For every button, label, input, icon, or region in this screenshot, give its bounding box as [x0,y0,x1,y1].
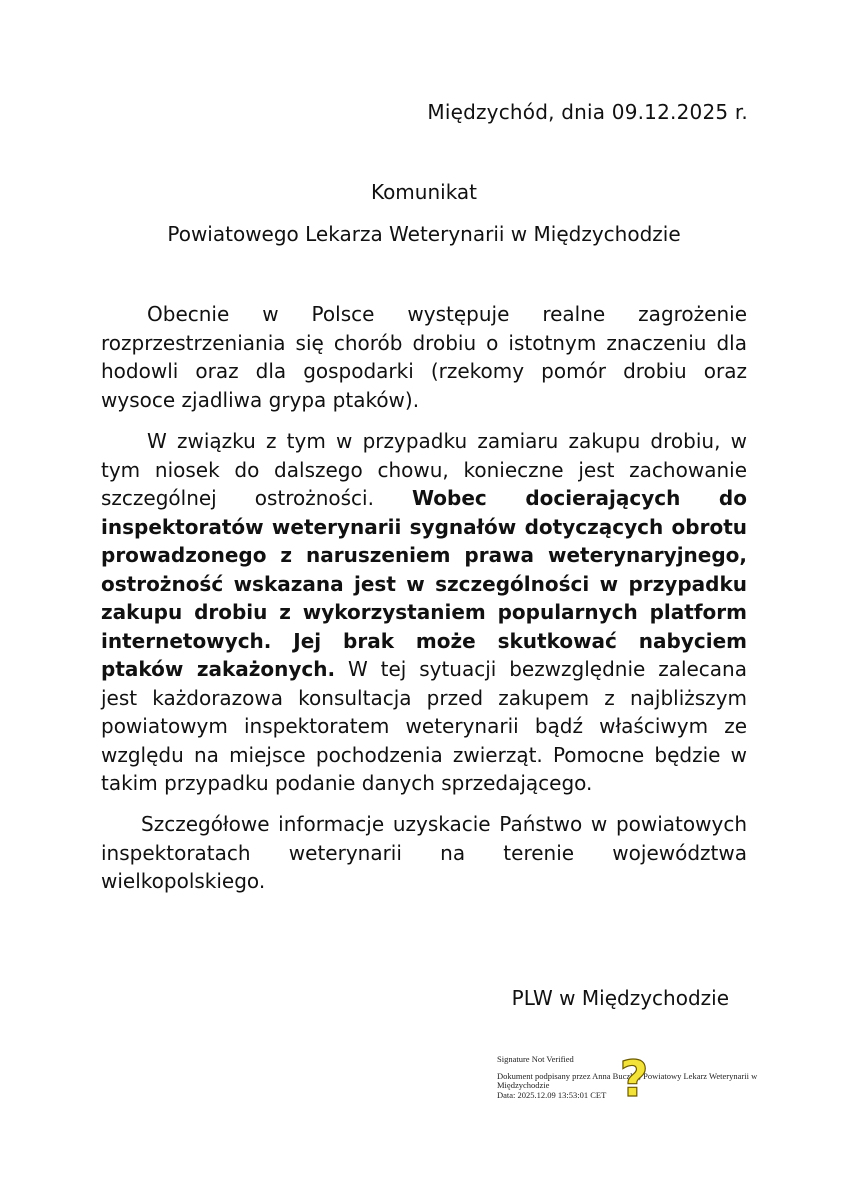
paragraph-1-text: Obecnie w Polsce występuje realne zagrożenie rozprzestrzeniania się chorób drobiu o istotnym znaczeniu dla hodowli oraz dla gospodarki (rzekomy pomór drobiu oraz wysoce zjadliwa grypa ptaków). [101,302,747,412]
signature-date: Data: 2025.12.09 13:53:01 CET [497,1089,607,1100]
svg-text:?: ? [619,1052,649,1102]
paragraph-2-bold-text: Wobec docierających do inspektoratów weterynarii sygnałów dotyczących obrotu prowadzonego z naruszeniem prawa weterynaryjnego, ostrożność wskazana jest w szczególności w przypadku zakupu drobiu z wykorzystaniem popularnych platform internetowych. Jej brak może skutkować nabyciem ptaków zakażonych. [101,486,747,681]
signer-name: PLW w Międzychodzie [511,986,729,1010]
signature-signed-by: Dokument podpisany przez Anna Buczko; Powiatowy Lekarz Weterynarii w Międzychodzie [497,1070,758,1090]
paragraph-3-text: Szczegółowe informacje uzyskacie Państwo w powiatowych inspektoratach weterynarii na terenie województwa wielkopolskiego. [101,812,747,893]
paragraph-2-text-b: W tej sytuacji bezwzględnie zalecana jest każdorazowa konsultacja przed zakupem z najbliższym powiatowym inspektoratem weterynarii bądź właściwym ze względu na miejsce pochodzenia zwierząt. Pomocne będzie w takim przypadku podanie danych sprzedającego. [101,657,747,795]
paragraph-3 [101,810,747,896]
document-subtitle: Powiatowego Lekarza Weterynarii w Międzychodzie [167,222,681,246]
place-date: Międzychód, dnia 09.12.2025 r. [427,100,748,124]
paragraph-1 [101,300,747,414]
paragraph-2-text-a: W związku z tym w przypadku zamiaru zakupu drobiu, w tym niosek do dalszego chowu, konieczne jest zachowanie szczególnej ostrożności. [101,429,747,510]
signature-status: Signature Not Verified [497,1054,574,1064]
paragraph-2 [101,427,747,798]
question-mark-icon[interactable] [611,1052,657,1102]
document-title: Komunikat [370,180,478,204]
